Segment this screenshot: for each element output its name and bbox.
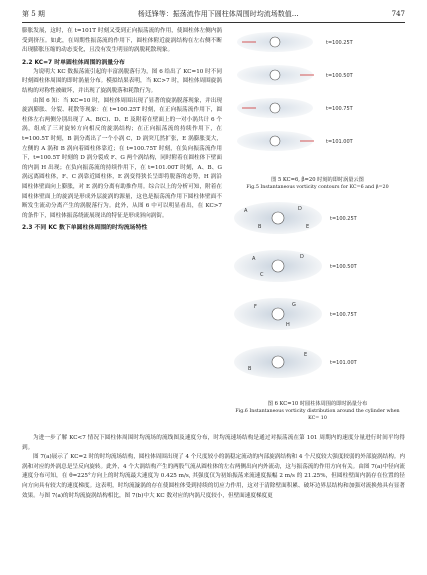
fig6-panel-4 [234,346,358,378]
cylinder-icon [272,356,284,368]
time-label: t=100.25T [330,215,357,222]
header-rule [22,22,405,23]
vortex-letter: A [244,207,248,214]
vortex-letter: E [304,351,308,358]
time-label: t=100.50T [326,73,353,79]
vortex-letter: G [292,301,296,308]
figure-caption-en: Fig.5 Instantaneous vorticity contours for KC=6 and β=20 [246,185,389,191]
cylinder-icon [272,212,284,224]
fig5-panel-4 [237,131,354,151]
fig6-panel-1 [234,202,358,234]
fig5-panel-1 [237,32,354,52]
paragraph: 膨胀发展，这时，在 t=101T 时刻又受到正向振荡流的作用，使圆柱体左侧内涡受到挤压。如此，在周期性振荡流的作用下，圆柱体附近旋涡结构在左右侧不断出现膨胀压缩的动态变化，且没有发生明显的涡脱耗散现象。 [22,28,222,54]
vortex-letter: H [286,321,290,328]
vortex-letter: D [300,253,304,260]
time-label: t=100.75T [326,106,353,112]
paragraph: 为说明大 KC 数振荡流引起的丰富涡脱落行为，图 6 给出了 KC=10 时不同时刻圆柱体周围的即时涡量分布。模拟结果表明，当 KC>7 时，圆柱体周围旋涡结构的对称性被破坏，并出现了旋涡脱落和耗散行为。 [22,68,222,94]
page-header [22,7,405,21]
figure-caption: 图 5 KC=6, β=20 时刻的即时涡量云图 [271,177,364,183]
figure-6 [230,196,405,396]
cylinder-icon [270,70,280,80]
paragraph: 图 7(a)展示了 KC=2 时的时均流场结构，圆柱体周围出现了 4 个尺度较小的涡稳定流动的内部旋涡结构和 4 个尺度较大强度较弱的外部旋涡结构。内涡和对应的外涡总是呈反向旋转。此外，4 个大涡结构产生的两股气流从圆柱体的左右两侧出向内外流动，这与振荡流的作用方向有关。由图 7(a)中径向流速度分布可知，在 θ=225°方向上的时均流最大速度为 0.425 m/s, 其强度仅为初始振荡来流速度振幅 2 m/s 的 21.25%，但圆柱壁面内涡存在位置的径向方向具有较大的速度梯度。这表明，时均流漩涡的存在使圆柱体受到持续的切应力作用，这对于清除壁面积累、破坏边界层结构和加强对流换热具有显著效果。与图 7(a)的时均流旋涡结构相比，图 7(b)中大 KC 数对应的内涡尺度较小，但壁面速度梯度更 [22,454,405,499]
time-label: t=100.25T [326,40,353,46]
fig5-panel-3 [237,98,354,118]
right-column [230,27,405,423]
fig6-panel-3 [234,298,358,330]
issue-number: 第 5 期 [22,10,45,18]
fig6-panel-2 [234,250,358,282]
time-label: t=100.50T [330,263,357,270]
section-heading: 2.2 KC=7 时单圆柱体周围的涡量分布 [22,59,125,66]
fig5-panel-2 [237,65,354,85]
figure-5 [230,27,405,172]
vortex-letter: A [252,255,256,262]
vortex-letter: E [306,223,310,230]
time-label: t=100.75T [330,311,357,318]
left-column [22,27,222,233]
cylinder-icon [270,37,280,47]
figure-caption: 图 6 KC=10 时圆柱体周围的即时涡量分布 [267,400,368,407]
paragraph: 为进一步了解 KC<7 情况下圆柱体周围时均流场的流线图及速度分布，时均流速场结构是通过对振荡流在第 101 周期内的速度分量进行时间平均得到。 [22,435,405,451]
running-title: 杨廷锋等：振荡流作用下圆柱体周围时均流场数值… [137,10,299,18]
vortex-letter: D [298,205,302,212]
section-heading: 2.3 不同 KC 数下单圆柱体周围的时均流场特性 [22,225,148,232]
cylinder-icon [270,136,280,146]
vortex-letter: B [258,223,262,230]
time-label: t=101.00T [326,139,353,145]
cylinder-icon [272,308,284,320]
vortex-letter: C [260,271,264,278]
cylinder-icon [272,260,284,272]
page-number: 747 [391,10,405,18]
figure-caption-en: Fig.6 Instantaneous vorticity distribution around the cylinder when KC= 10 [235,408,400,422]
vortex-letter: B [248,365,252,372]
paragraph: 由图 6 知：当 KC=10 时，圆柱体周围出现了显著的旋涡脱落现象，并出现旋涡膨胀、分裂、耗散等现象：在 t=100.25T 时刻，在正向振荡流作用下，圆柱体左右两侧分别出现了 A、B(C)、D、E 及附着在壁面上的一对小涡共计 6 个涡，组成了三对旋转方向相反的旋涡结构；在正向振荡流的持续作用下，在 t=100.5T 时刻，B 涡分离出了一个小涡 C，D 涡突兀然扩张，E 涡膨胀变大，左侧的 A 涡和 B 涡向着圆柱体靠近；在 t=100.75T 时刻，在负向振荡流作用下，t=100.5T 时刻的 D 涡分裂成 F、G 两个涡结构，同时附着在圆柱体下壁面的内涡 H 出现；在负向振荡流的持续作用下，在 t=101.00T 时刻，A、B、G 涡远离圆柱体，F、C 涡靠近圆柱体，E 涡变得狭长呈即将脱落的态势，H 涡沿圆柱体壁面向上膨胀，对 E 涡的分离有助推作用。综合以上的分析可知，附着在圆柱体壁面上的旋涡是形成外层旋涡的源量，这也是振荡流作用下圆柱体壁面不断发生流动分离产生的涡脱落行为。此外，从图 6 中可以明显看出，在 KC>7 的条件下，圆柱体振荡绕流展现出的特征是形成斜向涡街。 [22,97,222,219]
cylinder-icon [270,103,280,113]
bottom-text [22,434,405,501]
vortex-letter: F [254,303,257,310]
time-label: t=101.00T [330,359,357,366]
